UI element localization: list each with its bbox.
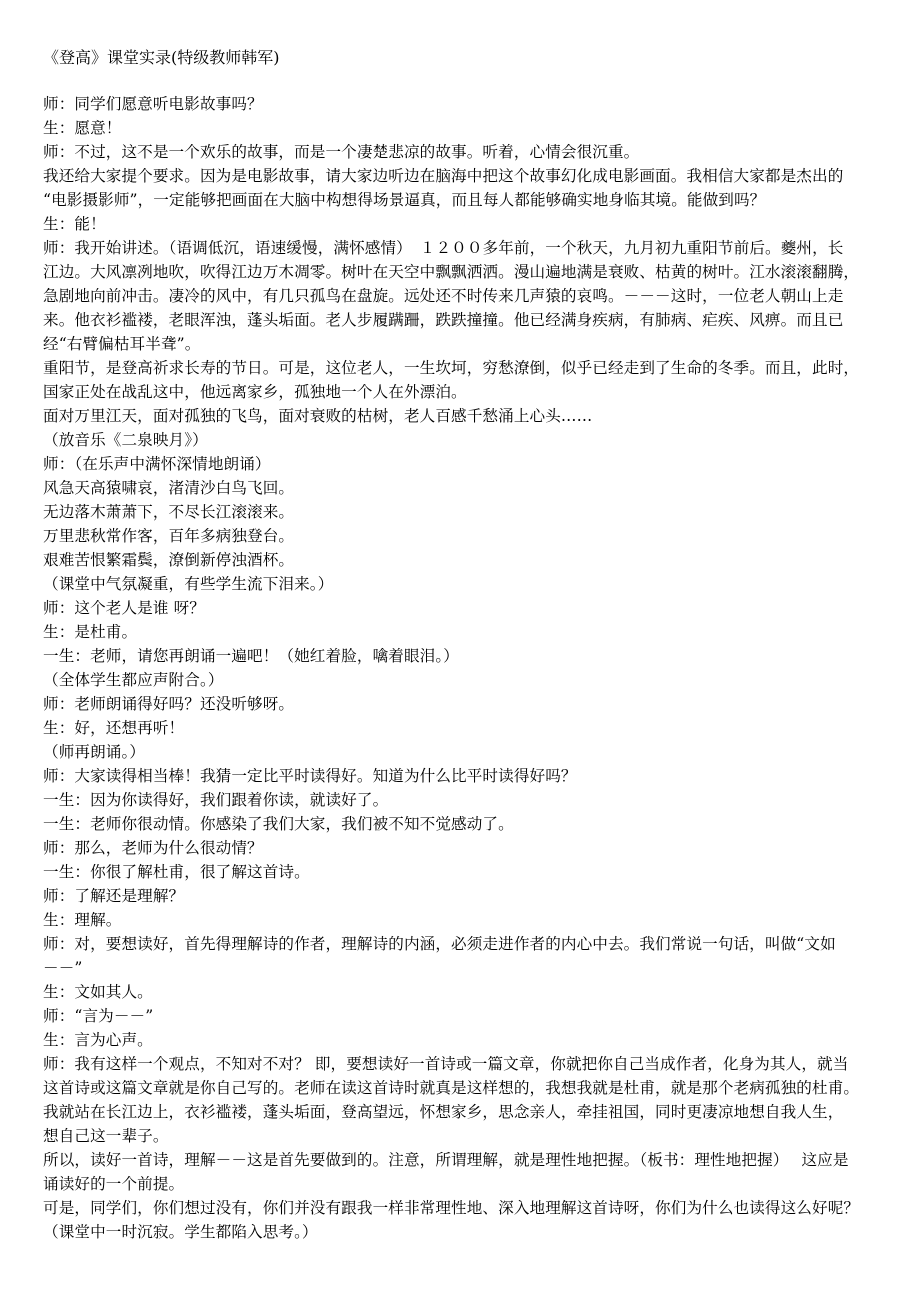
transcript-line: 师：（在乐声中满怀深情地朗诵） bbox=[43, 455, 271, 473]
transcript-line: （师再朗诵。） bbox=[43, 743, 146, 761]
transcript-line: 经“右臂偏枯耳半聋”。 bbox=[43, 335, 201, 353]
transcript-line: 生：言为心声。 bbox=[43, 1031, 153, 1049]
transcript-line: 师：同学们愿意听电影故事吗？ bbox=[43, 95, 263, 113]
transcript-line: 师：大家读得相当棒！我猜一定比平时读得好。知道为什么比平时读得好吗？ bbox=[43, 767, 577, 785]
transcript-line: 一生：你很了解杜甫，很了解这首诗。 bbox=[43, 863, 310, 881]
transcript-line: 这首诗或这篇文章就是你自己写的。老师在读这首诗时就真是这样想的，我想我就是杜甫，就是那个老病孤独的杜甫。 bbox=[43, 1079, 860, 1097]
transcript-line: 重阳节，是登高祈求长寿的节日。可是，这位老人，一生坎坷，穷愁潦倒，似乎已经走到了生命的冬季。而且，此时， bbox=[43, 359, 860, 377]
transcript-line: 所以，读好一首诗，理解－－这是首先要做到的。注意，所谓理解，就是理性地把握。（板书：理性地把握） 这应是 bbox=[43, 1151, 849, 1169]
transcript-line: 一生：因为你读得好，我们跟着你读，就读好了。 bbox=[43, 791, 389, 809]
transcript-line: 诵读好的一个前提。 bbox=[43, 1175, 185, 1193]
transcript-line: 师：了解还是理解？ bbox=[43, 887, 185, 905]
transcript-line: 师：老师朗诵得好吗？还没听够呀。 bbox=[43, 695, 295, 713]
transcript-line: 师：不过，这不是一个欢乐的故事，而是一个凄楚悲凉的故事。听着，心情会很沉重。 bbox=[43, 143, 640, 161]
transcript-line: （课堂中气氛凝重，有些学生流下泪来。） bbox=[43, 575, 334, 593]
transcript-line: 想自己这一辈子。 bbox=[43, 1127, 169, 1145]
transcript-line: （课堂中一时沉寂。学生都陷入思考。） bbox=[43, 1223, 318, 1241]
transcript-line: 无边落木萧萧下，不尽长江滚滚来。 bbox=[43, 503, 295, 521]
transcript-line: 国家正处在战乱这中，他远离家乡，孤独地一个人在外漂泊。 bbox=[43, 383, 467, 401]
transcript-line: 师：那么，老师为什么很动情？ bbox=[43, 839, 263, 857]
transcript-line: 师：对，要想读好，首先得理解诗的作者，理解诗的内涵，必须走进作者的内心中去。我们常说一句话，叫做“文如 bbox=[43, 935, 836, 953]
transcript-line: 一生：老师你很动情。你感染了我们大家，我们被不知不觉感动了。 bbox=[43, 815, 514, 833]
transcript-line: 一生：老师，请您再朗诵一遍吧！（她红着脸，噙着眼泪。） bbox=[43, 647, 459, 665]
transcript-line: 生：理解。 bbox=[43, 911, 122, 929]
transcript-line: 面对万里江天，面对孤独的飞鸟，面对衰败的枯树，老人百感千愁涌上心头…… bbox=[43, 407, 593, 425]
document-page bbox=[43, 46, 883, 1244]
document-title: 《登高》课堂实录(特级教师韩军) bbox=[43, 48, 280, 67]
transcript-line: 师：这个老人是谁 呀？ bbox=[43, 599, 205, 617]
transcript-line: －－” bbox=[43, 959, 83, 977]
transcript-line: （全体学生都应声附合。） bbox=[43, 671, 224, 689]
transcript-line: 我还给大家提个要求。因为是电影故事，请大家边听边在脑海中把这个故事幻化成电影画面。我相信大家都是杰出的 bbox=[43, 167, 844, 185]
transcript-line: 生：能！ bbox=[43, 215, 106, 233]
transcript-line: 风急天高猿啸哀，渚清沙白鸟飞回。 bbox=[43, 479, 295, 497]
transcript-line: 江边。大风凛冽地吹，吹得江边万木凋零。树叶在天空中飘飘洒洒。漫山遍地满是衰败、枯黄的树叶。江水滚滚翻腾， bbox=[43, 263, 860, 281]
transcript-line: 生：是杜甫。 bbox=[43, 623, 138, 641]
blank-line bbox=[43, 70, 883, 92]
transcript-line: 急剧地向前冲击。凄冷的风中，有几只孤鸟在盘旋。远处还不时传来几声猿的哀鸣。－－－这时，一位老人朝山上走 bbox=[43, 287, 844, 305]
transcript-line: 生：愿意！ bbox=[43, 119, 122, 137]
transcript-line: 生：文如其人。 bbox=[43, 983, 153, 1001]
transcript-line: 万里悲秋常作客，百年多病独登台。 bbox=[43, 527, 295, 545]
transcript-line: 我就站在长江边上，衣衫褴褛，蓬头垢面，登高望远，怀想家乡，思念亲人，牵挂祖国，同时更凄凉地想自我人生， bbox=[43, 1103, 844, 1121]
transcript-line: 师：我开始讲述。（语调低沉，语速缓慢，满怀感情） １２００多年前，一个秋天，九月初九重阳节前后。夔州，长 bbox=[43, 239, 844, 257]
transcript-line: 师：我有这样一个观点，不知对不对？ 即，要想读好一首诗或一篇文章，你就把你自己当成作者，化身为其人，就当 bbox=[43, 1055, 849, 1073]
transcript-line: 艰难苦恨繁霜鬓，潦倒新停浊酒杯。 bbox=[43, 551, 295, 569]
transcript-line: “电影摄影师”，一定能够把画面在大脑中构想得场景逼真，而且每人都能够确实地身临其境。能做到吗？ bbox=[43, 191, 766, 209]
transcript-line: 可是，同学们，你们想过没有，你们并没有跟我一样非常理性地、深入地理解这首诗呀，你们为什么也读得这么好呢？ bbox=[43, 1199, 860, 1217]
transcript-line: （放音乐《二泉映月》） bbox=[43, 431, 208, 449]
transcript-line: 生：好，还想再听！ bbox=[43, 719, 185, 737]
transcript-line: 师：“言为－－” bbox=[43, 1007, 154, 1025]
transcript-line: 来。他衣衫褴褛，老眼浑浊，蓬头垢面。老人步履蹒跚，跌跌撞撞。他已经满身疾病，有肺病、疟疾、风痹。而且已 bbox=[43, 311, 844, 329]
transcript-body bbox=[43, 92, 883, 1244]
